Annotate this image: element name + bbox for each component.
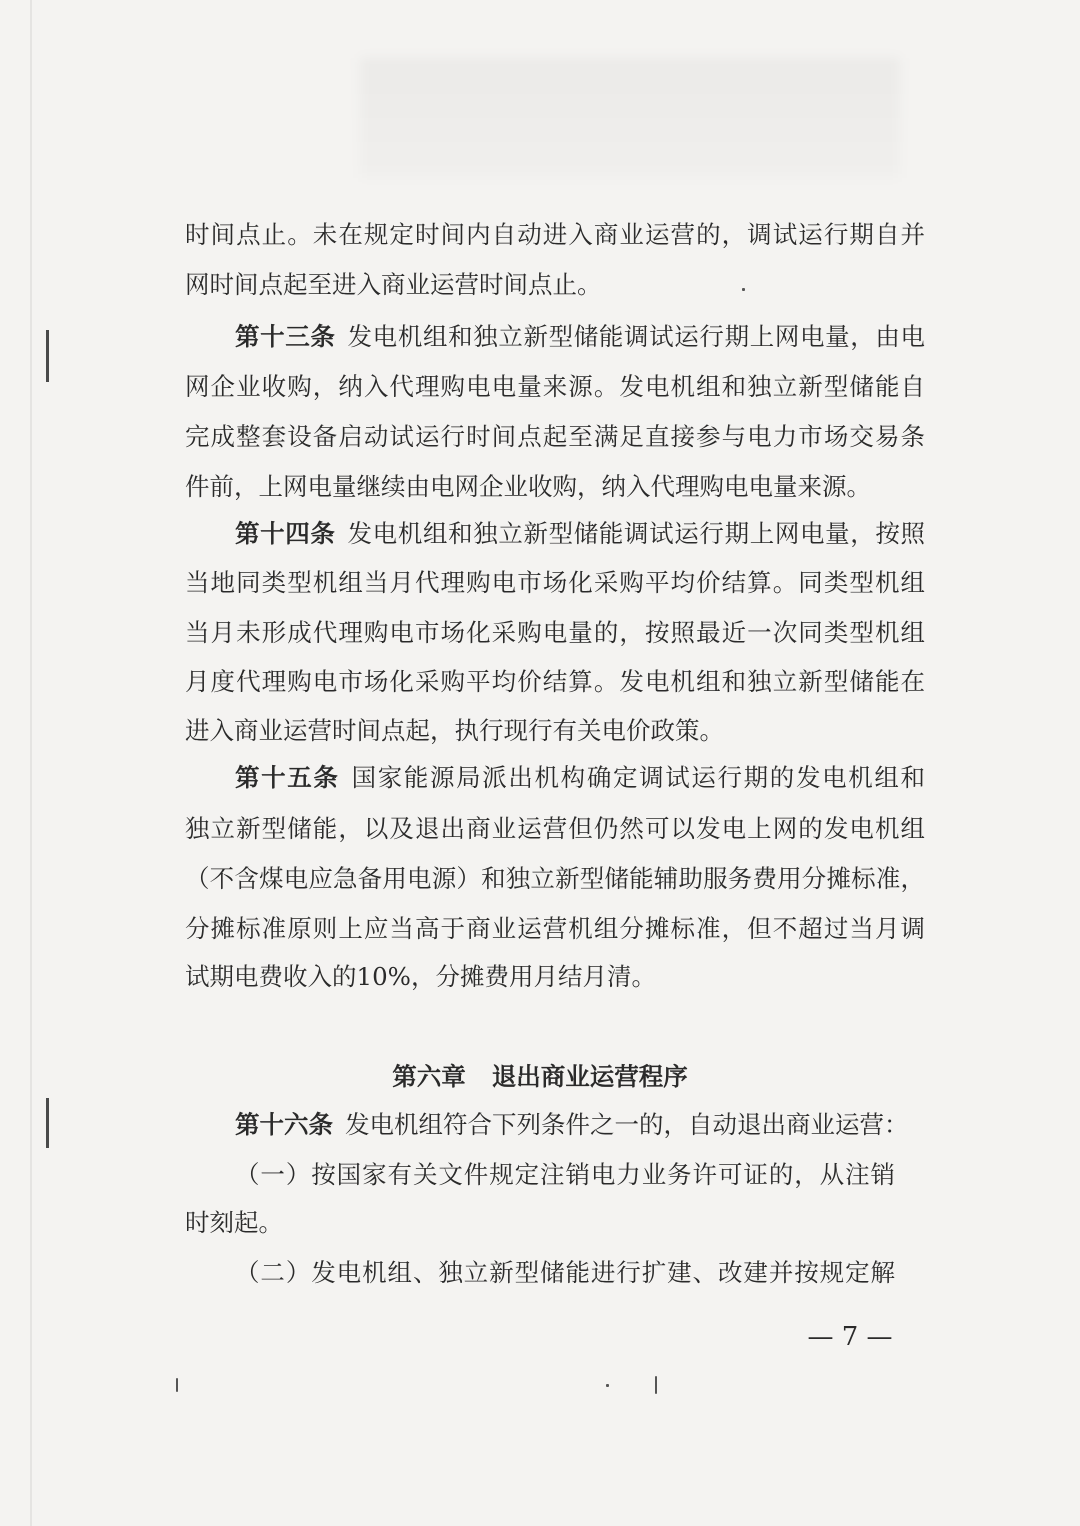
show-through-shadow xyxy=(360,58,900,178)
article-16-first-line xyxy=(235,1110,925,1140)
body-line: （不含煤电应急备用电源）和独立新型储能辅助服务费用分摊标准， xyxy=(185,864,925,893)
chapter-heading xyxy=(0,1062,1080,1092)
scan-speck xyxy=(742,288,745,291)
scan-speck xyxy=(655,1376,657,1394)
body-line: 独立新型储能，以及退出商业运营但仍然可以发电上网的发电机组 xyxy=(185,814,925,843)
article-13-heading: 第十三条 xyxy=(235,322,336,351)
body-line: 试期电费收入的10%，分摊费用月结月清。 xyxy=(185,962,656,991)
article-15-first-line xyxy=(235,763,925,793)
body-line: 时刻起。 xyxy=(185,1208,283,1237)
chapter-number: 第六章 xyxy=(392,1062,466,1091)
article-14-heading: 第十四条 xyxy=(235,519,336,548)
body-line: 月度代理购电市场化采购平均价结算。发电机组和独立新型储能在 xyxy=(185,667,925,696)
body-line: 分摊标准原则上应当高于商业运营机组分摊标准，但不超过当月调 xyxy=(185,914,925,943)
scan-speck xyxy=(176,1378,178,1392)
page-number: — 7 — xyxy=(807,1322,893,1352)
body-line: （二）发电机组、独立新型储能进行扩建、改建并按规定解 xyxy=(235,1258,895,1287)
binding-edge xyxy=(30,0,32,1526)
binding-mark xyxy=(46,1098,49,1148)
body-line: 网企业收购，纳入代理购电电量来源。发电机组和独立新型储能自 xyxy=(185,372,925,401)
article-16-heading: 第十六条 xyxy=(235,1110,333,1139)
chapter-title: 退出商业运营程序 xyxy=(491,1062,688,1091)
body-text: 发电机组和独立新型储能调试运行期上网电量，由电 xyxy=(347,322,926,351)
article-15-heading: 第十五条 xyxy=(235,763,340,792)
article-13-first-line xyxy=(235,322,925,352)
article-14-first-line xyxy=(235,519,925,549)
body-line: 完成整套设备启动试运行时间点起至满足直接参与电力市场交易条 xyxy=(185,422,925,451)
body-text: 发电机组和独立新型储能调试运行期上网电量，按照 xyxy=(347,519,926,548)
body-text: 国家能源局派出机构确定调试运行期的发电机组和 xyxy=(351,763,926,792)
body-line: 进入商业运营时间点起，执行现行有关电价政策。 xyxy=(185,716,724,745)
body-line: 件前，上网电量继续由电网企业收购，纳入代理购电电量来源。 xyxy=(185,472,871,501)
body-text: 发电机组符合下列条件之一的，自动退出商业运营： xyxy=(345,1110,909,1139)
body-line: （一）按国家有关文件规定注销电力业务许可证的，从注销 xyxy=(235,1160,895,1189)
body-line: 网时间点起至进入商业运营时间点止。 xyxy=(185,270,602,299)
body-line: 时间点止。未在规定时间内自动进入商业运营的，调试运行期自并 xyxy=(185,220,925,249)
scan-speck xyxy=(606,1384,609,1387)
binding-mark xyxy=(46,330,49,382)
body-line: 当地同类型机组当月代理购电市场化采购平均价结算。同类型机组 xyxy=(185,568,925,597)
body-line: 当月未形成代理购电市场化采购电量的，按照最近一次同类型机组 xyxy=(185,618,925,647)
